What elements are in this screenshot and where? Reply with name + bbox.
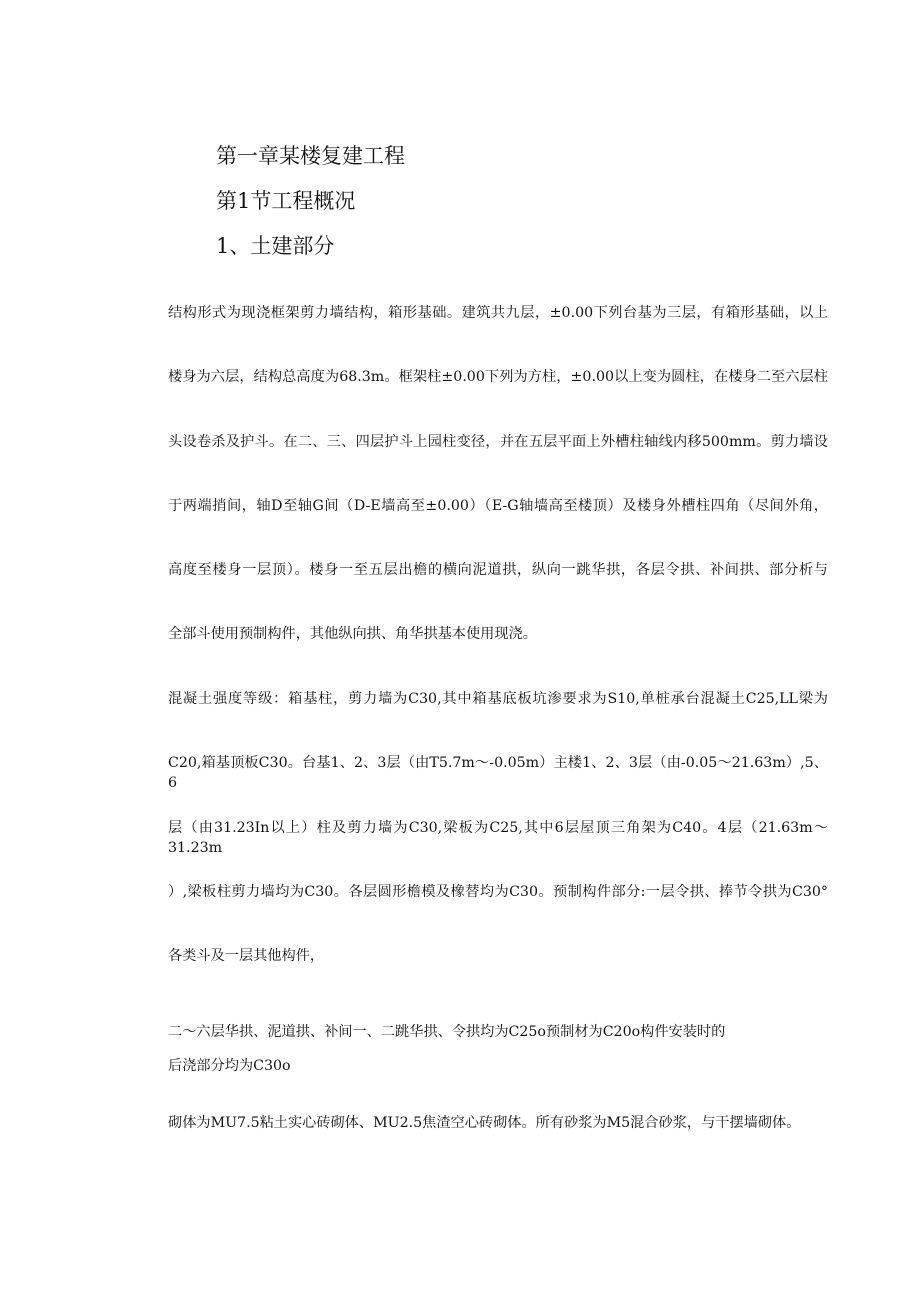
paragraph-line: C20,箱基顶板C30。台基1、2、3层（由T5.7m～-0.05m）主楼1、2、3层（由-0.05～21.63m）,5、6 <box>168 755 828 791</box>
paragraph-line: 高度至楼身一层顶）。楼身一至五层出檐的横向泥道拱，纵向一跳华拱，各层令拱、补间拱、部分析与 <box>168 562 828 578</box>
paragraph-line: 二～六层华拱、泥道拱、补间一、二跳华拱、令拱均为C25o预制材为C20o构件安装时的 <box>168 1024 726 1040</box>
paragraph-line: 后浇部分均为C30o <box>168 1058 291 1074</box>
chapter-title: 第一章某楼复建工程 <box>216 144 405 168</box>
paragraph-line: 头设卷杀及护斗。在二、三、四层护斗上园柱变径，并在五层平面上外槽柱轴线内移500mm。剪力墙设 <box>168 434 828 450</box>
paragraph-line: 各类斗及一层其他构件， <box>168 948 325 964</box>
paragraph-line: 砌体为MU7.5粘土实心砖砌体、MU2.5焦渣空心砖砌体。所有砂浆为M5混合砂浆，与干摆墙砌体。 <box>168 1115 801 1131</box>
paragraph-line: 结构形式为现浇框架剪力墙结构，箱形基础。建筑共九层，±0.00下列台基为三层，有箱形基础，以上 <box>168 305 828 321</box>
subsection-title: 1、土建部分 <box>216 234 335 258</box>
paragraph-line: 楼身为六层，结构总高度为68.3m。框架柱±0.00下列为方柱，±0.00以上变为圆柱，在楼身二至六层柱 <box>168 369 828 385</box>
section-title: 第1节工程概况 <box>216 189 356 213</box>
paragraph-line: ）,梁板柱剪力墙均为C30。各层圆形檐模及橡替均为C30。预制构件部分:一层令拱、捧节令拱为C30° <box>168 884 828 900</box>
paragraph-line: 层（由31.23In以上）柱及剪力墙为C30,梁板为C25,其中6层屋顶三角架为C40。4层（21.63m～31.23m <box>168 820 828 856</box>
paragraph-line: 于两端捎间，轴D至轴G间（D-E墙高至±0.00）（E-G轴墙高至楼顶）及楼身外槽柱四角（尽间外角， <box>168 498 828 514</box>
paragraph-line: 全部斗使用预制构件，其他纵向拱、角华拱基本使用现浇。 <box>168 626 537 642</box>
paragraph-line: 混凝土强度等级：箱基柱，剪力墙为C30,其中箱基底板坑渗要求为S10,单桩承台混凝土C25,LL梁为 <box>168 691 828 707</box>
